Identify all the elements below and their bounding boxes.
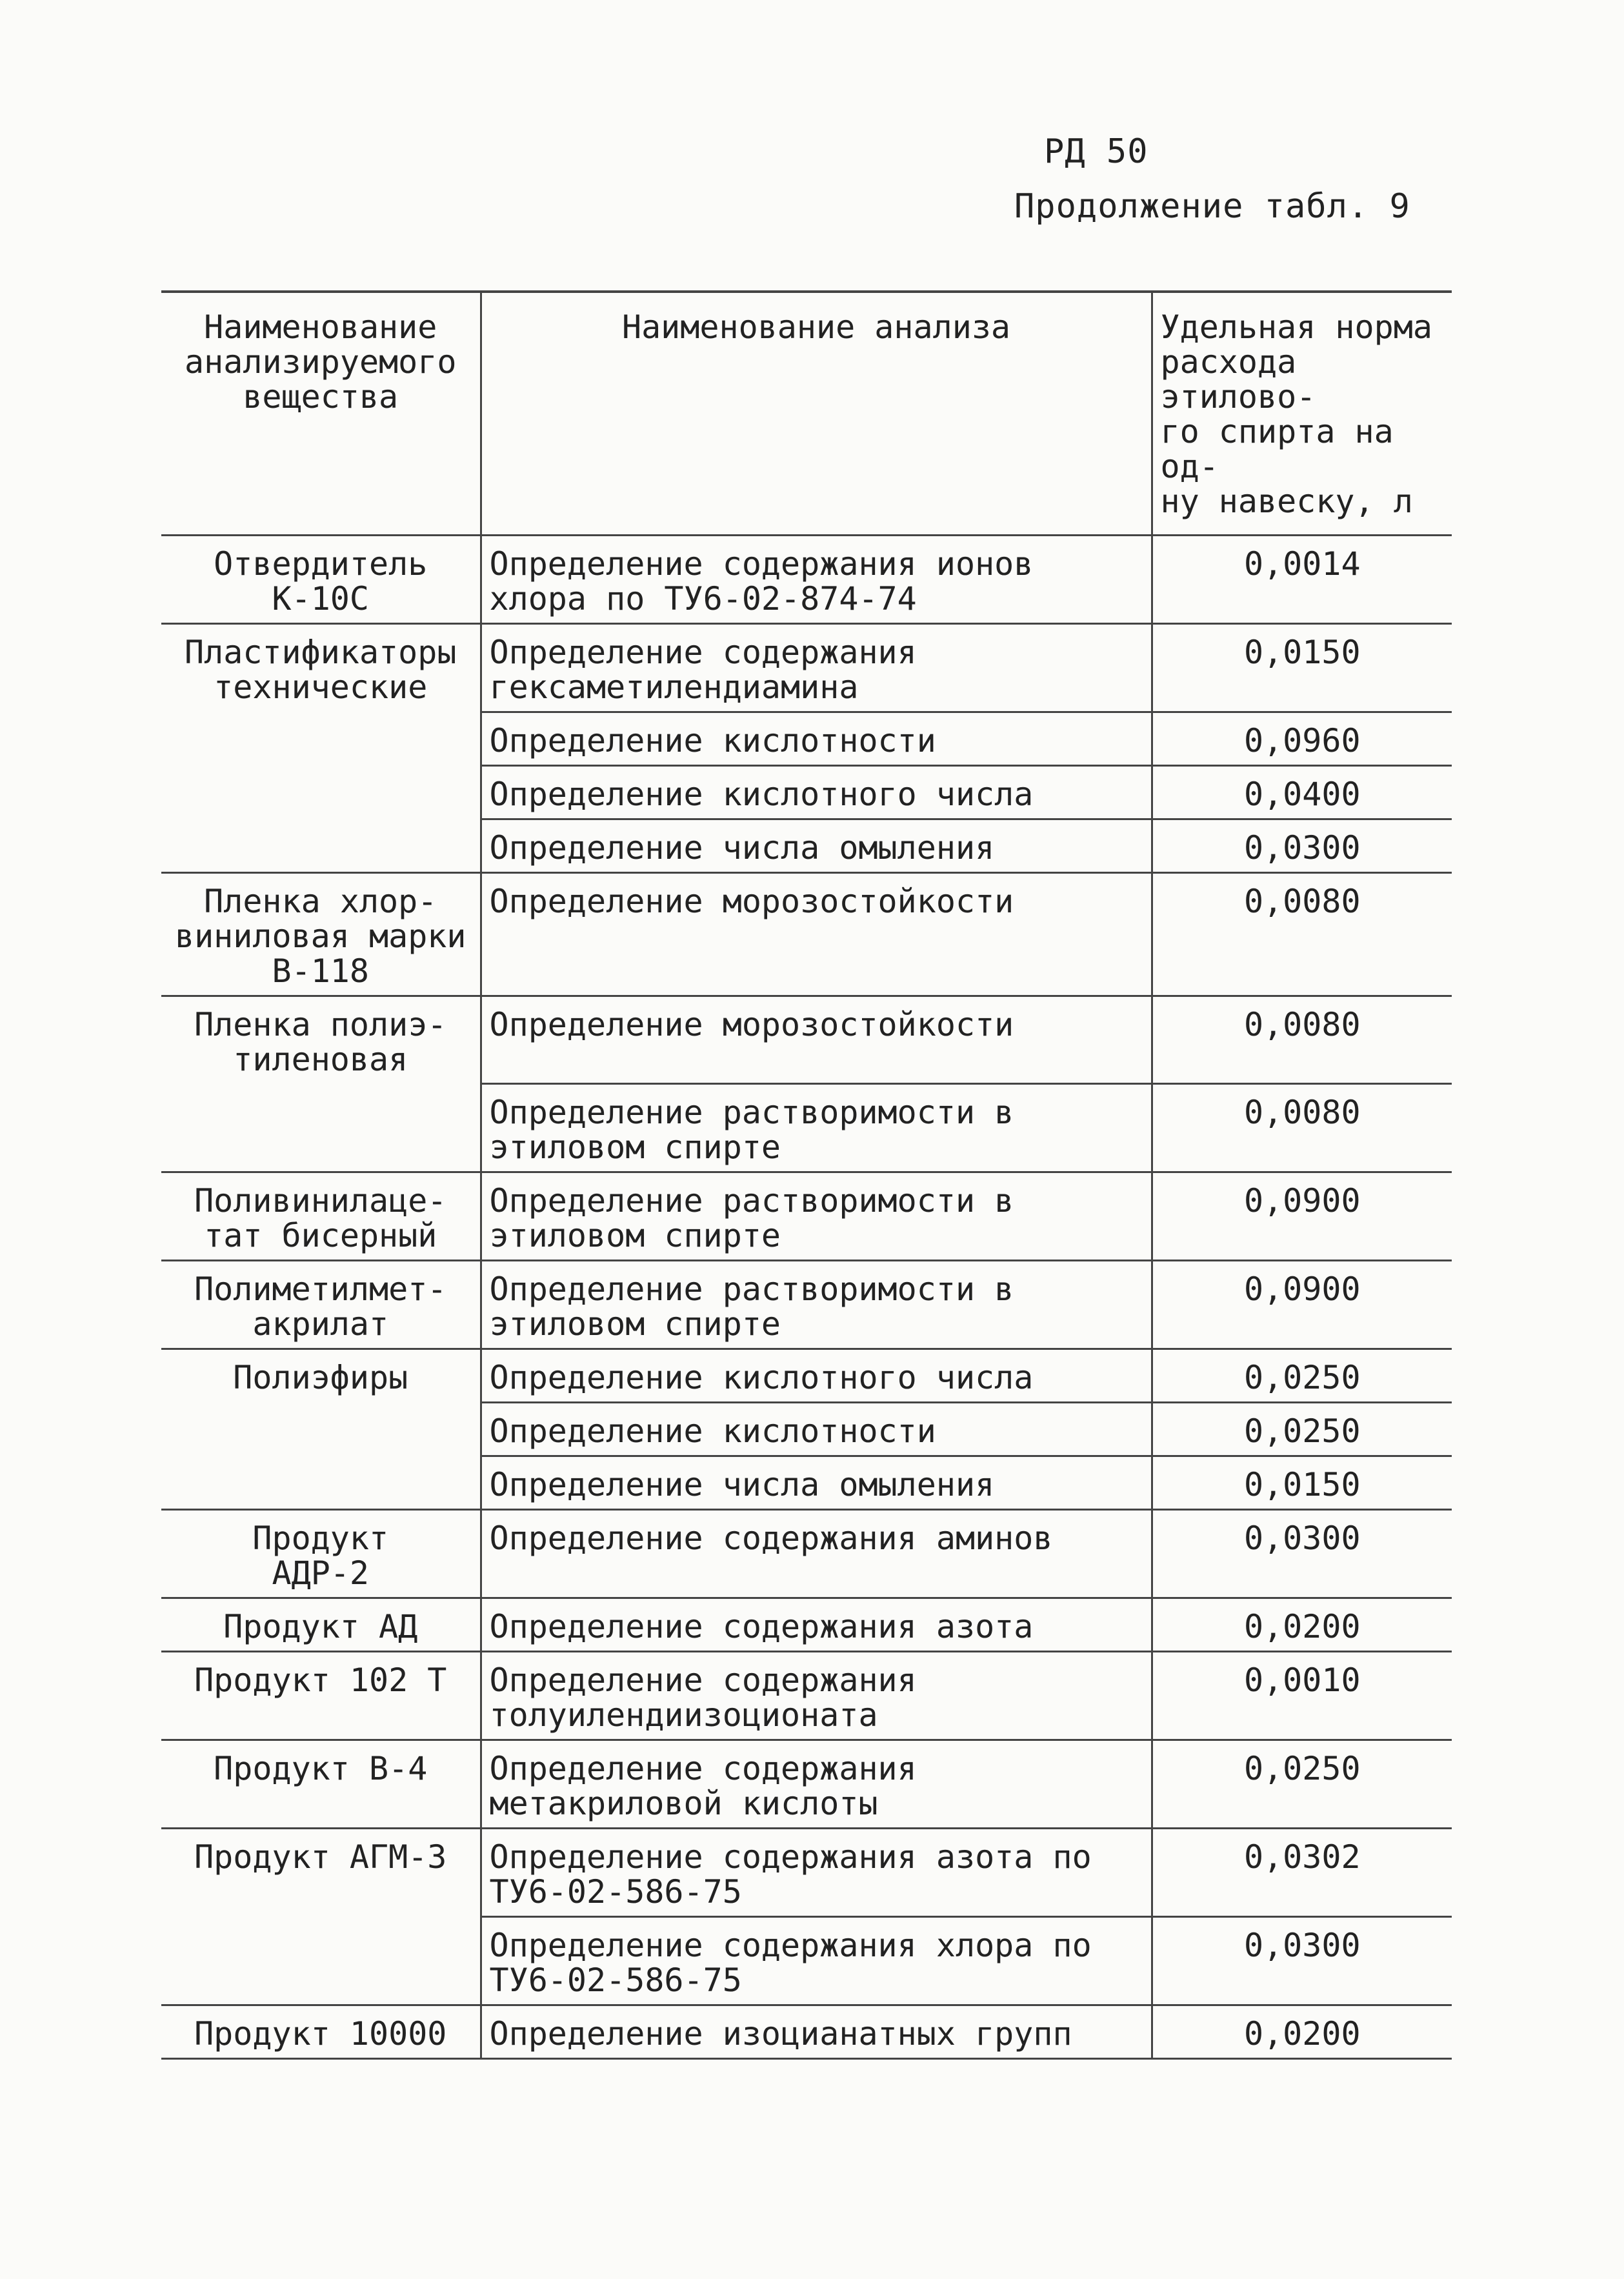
cell-analysis: Определение растворимости в этиловом спирте [481, 1172, 1152, 1260]
norms-table [161, 290, 1452, 2060]
cell-norm-value: 0,0200 [1152, 1598, 1452, 1651]
cell-analysis: Определение числа омыления [481, 1456, 1152, 1509]
cell-norm-value: 0,0900 [1152, 1172, 1452, 1260]
table-row [161, 1651, 1452, 1740]
cell-norm-value: 0,0010 [1152, 1651, 1452, 1740]
cell-substance: Продукт АДР-2 [161, 1509, 481, 1598]
cell-norm-value: 0,0080 [1152, 1083, 1452, 1172]
table-row [161, 536, 1452, 624]
cell-analysis: Определение числа омыления [481, 819, 1152, 873]
cell-analysis: Определение содержания гексаметилендиамина [481, 624, 1152, 712]
table-row [161, 996, 1452, 1084]
cell-substance: Полиэфиры [233, 1358, 408, 1396]
column-header-norm-text: Удельная норма расхода этилово- го спирта на од- ну навеску, л [1160, 308, 1432, 520]
cell-norm-value: 0,0250 [1152, 1349, 1452, 1402]
cell-norm-value: 0,0250 [1152, 1740, 1452, 1828]
cell-analysis: Определение кислотности [481, 712, 1152, 766]
cell-norm-value: 0,0300 [1152, 1916, 1452, 2005]
column-header-analysis: Наименование анализа [481, 292, 1152, 536]
table-row [161, 1916, 1452, 2005]
cell-analysis: Определение морозостойкости [481, 873, 1152, 996]
table-row [161, 1456, 1452, 1509]
cell-analysis: Определение содержания хлора по ТУ6-02-586-75 [481, 1916, 1152, 2005]
cell-substance: Пленка полиэ- тиленовая [194, 1006, 447, 1078]
cell-substance: Отвердитель К-10С [161, 536, 481, 624]
cell-substance [161, 1083, 481, 1172]
column-header-norm [1152, 292, 1452, 536]
cell-substance: Пленка хлор- виниловая марки В-118 [161, 873, 481, 996]
table-row [161, 712, 1452, 766]
cell-substance: Продукт 102 Т [161, 1651, 481, 1740]
cell-norm-value: 0,0150 [1152, 624, 1452, 712]
table-row [161, 2005, 1452, 2058]
cell-substance: Полиметилмет- акрилат [161, 1260, 481, 1349]
table-row [161, 819, 1452, 873]
cell-analysis: Определение растворимости в этиловом спирте [481, 1260, 1152, 1349]
table-row [161, 1740, 1452, 1828]
cell-norm-value: 0,0400 [1152, 766, 1452, 819]
cell-analysis: Определение содержания аминов [481, 1509, 1152, 1598]
cell-substance [161, 1456, 481, 1509]
cell-norm-value: 0,0960 [1152, 712, 1452, 766]
cell-norm-value: 0,0300 [1152, 819, 1452, 873]
table-row [161, 1598, 1452, 1651]
table-header-row [161, 292, 1452, 536]
table-row [161, 1349, 1452, 1402]
cell-substance: Продукт АД [161, 1598, 481, 1651]
cell-analysis: Определение содержания метакриловой кислоты [481, 1740, 1152, 1828]
table-row [161, 1172, 1452, 1260]
column-header-substance: Наименование анализируемого вещества [161, 292, 481, 536]
table-row [161, 766, 1452, 819]
table-row [161, 873, 1452, 996]
cell-analysis: Определение содержания толуилендиизоционата [481, 1651, 1152, 1740]
cell-substance: Продукт АГМ-3 [194, 1838, 447, 1876]
cell-norm-value: 0,0200 [1152, 2005, 1452, 2058]
cell-substance: Продукт 10000 [161, 2005, 481, 2058]
cell-substance: Поливинилаце- тат бисерный [161, 1172, 481, 1260]
cell-norm-value: 0,0250 [1152, 1402, 1452, 1456]
cell-substance [161, 819, 481, 873]
cell-norm-value: 0,0300 [1152, 1509, 1452, 1598]
cell-substance [161, 1916, 481, 2005]
cell-norm-value: 0,0080 [1152, 996, 1452, 1084]
cell-substance: Пластификаторы технические [185, 634, 457, 706]
cell-norm-value: 0,0014 [1152, 536, 1452, 624]
cell-norm-value: 0,0302 [1152, 1828, 1452, 1916]
table-continuation-caption: Продолжение табл. 9 [1014, 187, 1410, 226]
table-row [161, 1828, 1452, 1916]
table-row [161, 1260, 1452, 1349]
cell-substance [161, 766, 481, 819]
table-row [161, 1402, 1452, 1456]
cell-substance [161, 1402, 481, 1456]
document-code: РД 50 [1044, 132, 1148, 171]
cell-norm-value: 0,0900 [1152, 1260, 1452, 1349]
cell-analysis: Определение растворимости в этиловом спирте [481, 1083, 1152, 1172]
cell-substance [161, 712, 481, 766]
cell-analysis: Определение кислотного числа [481, 1349, 1152, 1402]
cell-norm-value: 0,0080 [1152, 873, 1452, 996]
cell-norm-value: 0,0150 [1152, 1456, 1452, 1509]
cell-analysis: Определение содержания азота [481, 1598, 1152, 1651]
cell-analysis: Определение содержания ионов хлора по ТУ6-02-874-74 [481, 536, 1152, 624]
cell-analysis: Определение морозостойкости [481, 996, 1152, 1084]
table-row [161, 1083, 1452, 1172]
cell-analysis: Определение содержания азота по ТУ6-02-586-75 [481, 1828, 1152, 1916]
cell-analysis: Определение кислотности [481, 1402, 1152, 1456]
cell-analysis: Определение кислотного числа [481, 766, 1152, 819]
table-row [161, 1509, 1452, 1598]
cell-analysis: Определение изоцианатных групп [481, 2005, 1152, 2058]
cell-substance: Продукт В-4 [161, 1740, 481, 1828]
table-row [161, 624, 1452, 712]
